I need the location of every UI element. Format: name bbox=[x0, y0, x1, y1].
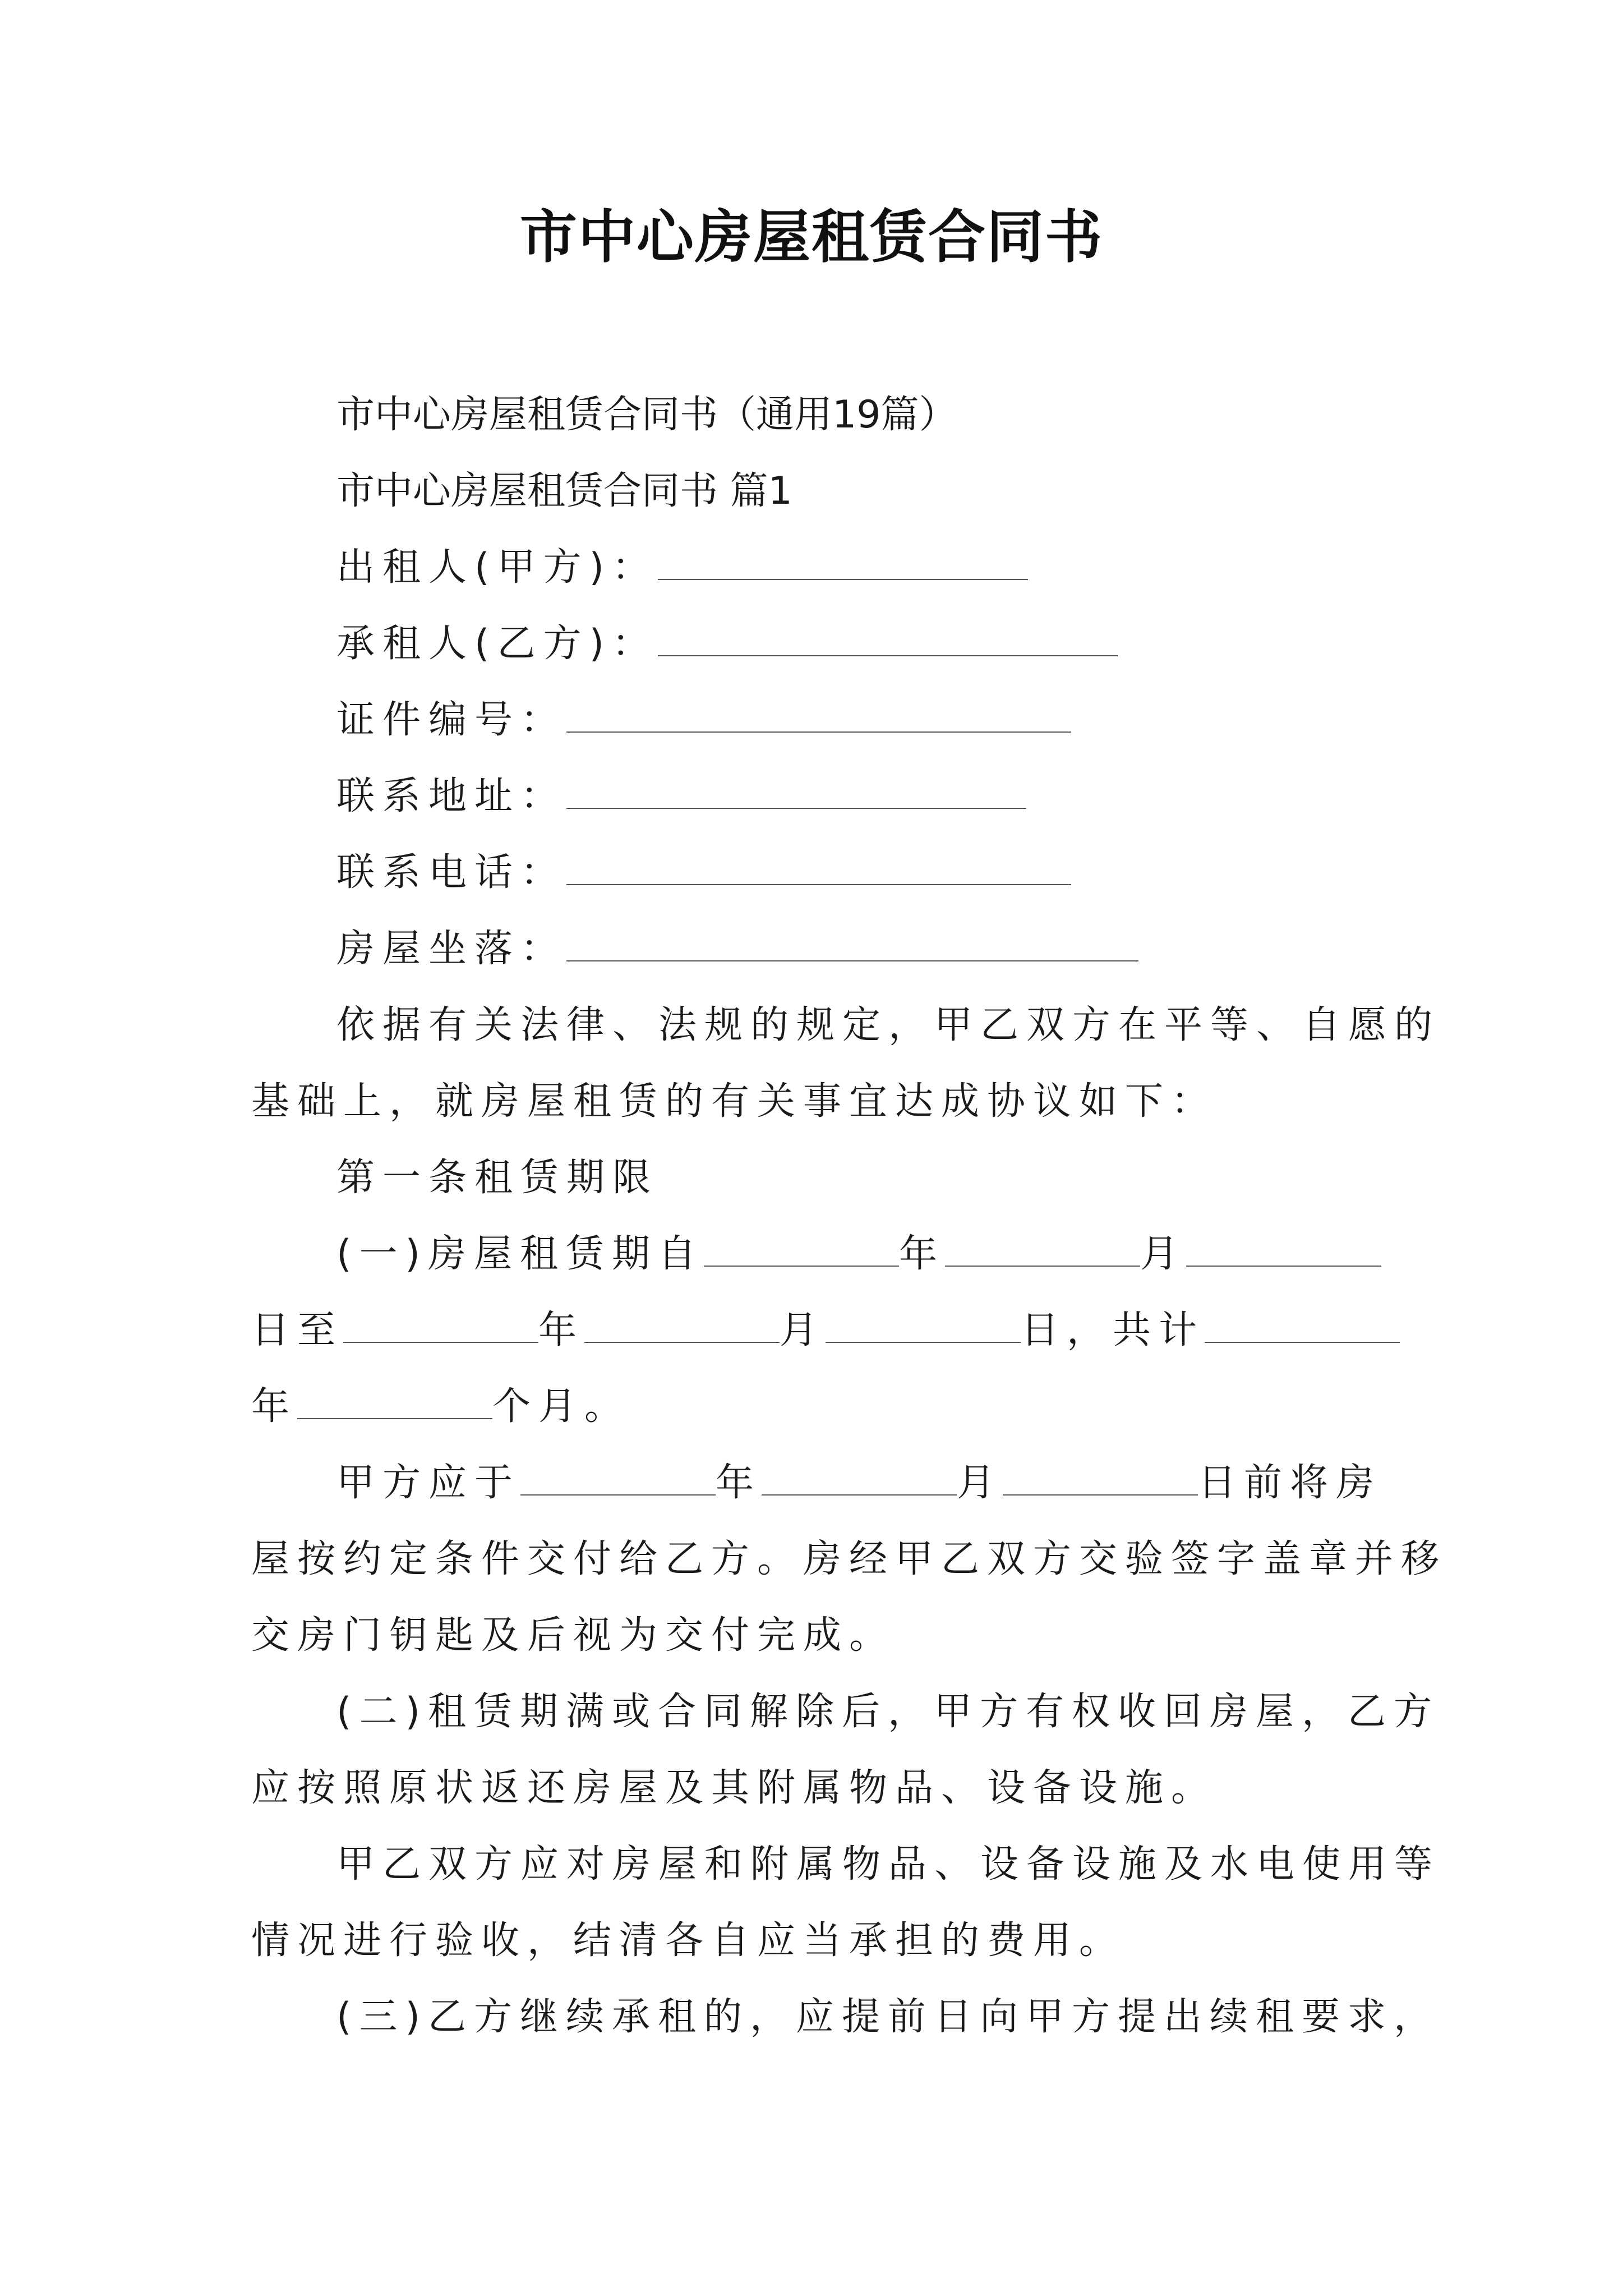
term-line-2 bbox=[251, 1303, 1400, 1359]
term-line-3 bbox=[251, 1379, 630, 1435]
intro-line-1: 依据有关法律、法规的规定，甲乙双方在平等、自愿的 bbox=[336, 1003, 1441, 1047]
inspection-line-1: 甲乙双方应对房屋和附属物品、设备设施及水电使用等 bbox=[336, 1842, 1441, 1887]
end-day-blank bbox=[826, 1307, 1021, 1343]
id-number-field bbox=[336, 692, 1071, 748]
end-month-blank bbox=[584, 1307, 780, 1343]
lessor-blank bbox=[658, 544, 1028, 580]
start-day-blank bbox=[1186, 1231, 1381, 1267]
end-year-label: 年 bbox=[538, 1308, 585, 1352]
intro-line-2: 基础上，就房屋租赁的有关事宜达成协议如下： bbox=[251, 1079, 1218, 1124]
lessor-field bbox=[336, 540, 1028, 596]
delivery-day-blank bbox=[1003, 1460, 1198, 1496]
lessee-blank bbox=[658, 620, 1118, 656]
months-suffix: 个月。 bbox=[492, 1384, 631, 1429]
inspection-line-2: 情况进行验收，结清各自应当承担的费用。 bbox=[251, 1918, 1126, 1963]
document-subtitle: 市中心房屋租赁合同书（通用19篇） bbox=[336, 393, 957, 437]
delivery-month-label: 月 bbox=[957, 1461, 1003, 1505]
id-number-blank bbox=[566, 697, 1071, 733]
clause-2-line-1: (二)租赁期满或合同解除后，甲方有权收回房屋，乙方 bbox=[336, 1690, 1440, 1734]
term-line-1 bbox=[336, 1226, 1381, 1282]
start-year-blank bbox=[704, 1231, 899, 1267]
total-years-blank bbox=[1205, 1307, 1400, 1343]
start-month-blank bbox=[945, 1231, 1140, 1267]
delivery-day-label: 日前将房 bbox=[1198, 1461, 1382, 1505]
id-number-label: 证件编号： bbox=[336, 698, 567, 742]
total-months-blank bbox=[297, 1383, 492, 1419]
end-month-label: 月 bbox=[780, 1308, 826, 1352]
address-blank bbox=[566, 773, 1026, 809]
end-year-blank bbox=[343, 1307, 538, 1343]
clause-3-line-1: (三)乙方继续承租的，应提前日向甲方提出续租要求， bbox=[336, 1995, 1440, 2039]
location-field bbox=[336, 921, 1138, 977]
location-blank bbox=[566, 926, 1138, 961]
delivery-prefix: 甲方应于 bbox=[336, 1461, 521, 1505]
address-label: 联系地址： bbox=[336, 774, 567, 818]
start-month-label: 月 bbox=[1140, 1232, 1187, 1276]
delivery-line-2: 屋按约定条件交付给乙方。房经甲乙双方交验签字盖章并移 bbox=[251, 1537, 1447, 1581]
lessee-label: 承租人(乙方)： bbox=[336, 622, 658, 666]
start-year-label: 年 bbox=[899, 1232, 946, 1276]
phone-blank bbox=[566, 849, 1071, 885]
address-field bbox=[336, 769, 1026, 825]
chapter-heading: 市中心房屋租赁合同书 篇1 bbox=[336, 469, 792, 513]
delivery-year-blank bbox=[520, 1460, 716, 1496]
day-total-label: 日，共计 bbox=[1021, 1308, 1205, 1352]
lessee-field bbox=[336, 616, 1118, 672]
article-1-heading: 第一条租赁期限 bbox=[336, 1156, 659, 1200]
document-title: 市中心房屋租赁合同书 bbox=[520, 204, 1103, 271]
delivery-month-blank bbox=[762, 1460, 957, 1496]
location-label: 房屋坐落： bbox=[336, 927, 567, 971]
delivery-line-3: 交房门钥匙及后视为交付完成。 bbox=[251, 1613, 896, 1658]
phone-field bbox=[336, 845, 1071, 901]
lessor-label: 出租人(甲方)： bbox=[336, 545, 658, 590]
delivery-line-1 bbox=[336, 1455, 1382, 1511]
clause-2-line-2: 应按照原状返还房屋及其附属物品、设备设施。 bbox=[251, 1766, 1218, 1810]
delivery-year-label: 年 bbox=[716, 1461, 762, 1505]
phone-label: 联系电话： bbox=[336, 850, 567, 895]
day-to-label: 日至 bbox=[251, 1308, 344, 1352]
term-prefix: (一)房屋租赁期自 bbox=[336, 1232, 704, 1276]
total-years-label: 年 bbox=[251, 1384, 298, 1429]
